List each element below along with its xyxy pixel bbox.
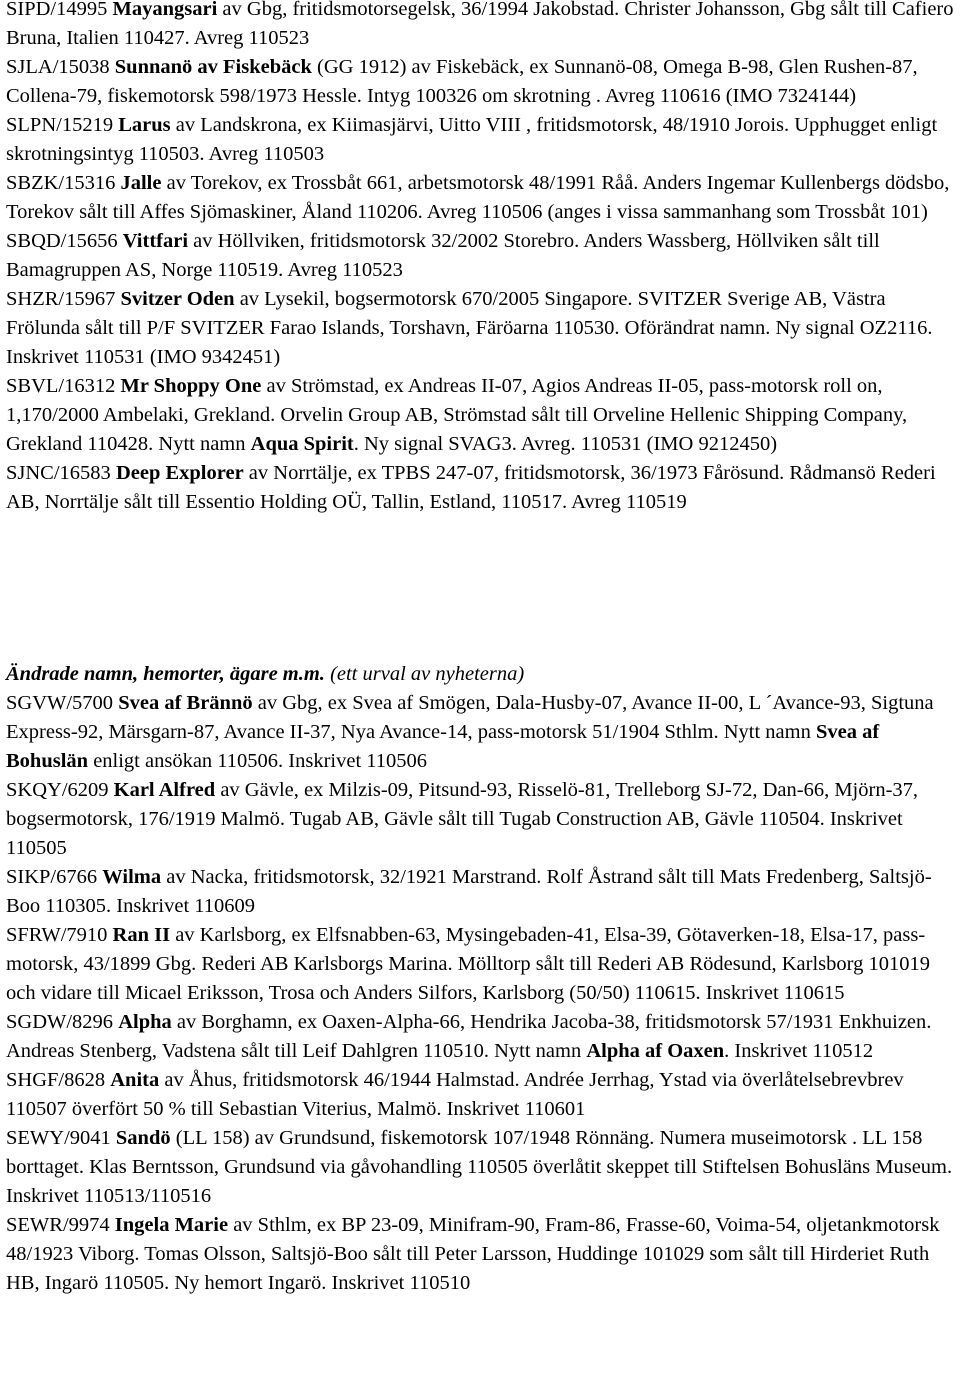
entry-details: (GG 1912) av Fiskebäck, ex Sunnanö-08, Omega B-98, Glen Rushen-87, Collena-79, fiskemotorsk 598/1973 Hessle. Intyg 100326 om skrotning . Avreg 110616 (IMO 7324144) — [6, 56, 918, 107]
vessel-entry — [6, 921, 958, 1008]
entry-signal: SBVL/16312 — [6, 375, 121, 397]
vessel-name: Vittfari — [122, 230, 189, 252]
entry-details: av Borghamn, ex Oaxen-Alpha-66, Hendrika Jacoba-38, fritidsmotorsk 57/1931 Enkhuizen. Andreas Stenberg, Vadstena sålt till Leif Dahlgren 110510. Nytt namn — [6, 1011, 932, 1062]
entry-signal: SBZK/15316 — [6, 172, 121, 194]
entry-details: av Lysekil, bogsermotorsk 670/2005 Singapore. SVITZER Sverige AB, Västra Frölunda sålt till P/F SVITZER Farao Islands, Torshavn, Färöarna 110530. Oförändrat namn. Ny signal OZ2116. Inskrivet 110531 (IMO 9342451) — [6, 288, 933, 368]
entry-details: av Gbg, fritidsmotorsegelsk, 36/1994 Jakobstad. Christer Johansson, Gbg sålt till Cafiero Bruna, Italien 110427. Avreg 110523 — [6, 0, 954, 49]
section-heading — [6, 660, 958, 689]
vessel-entry — [6, 689, 958, 776]
vessel-entry — [6, 863, 958, 921]
vessel-name: Ingela Marie — [114, 1214, 229, 1236]
vessel-name: Sandö — [115, 1127, 171, 1149]
entry-signal: SGDW/8296 — [6, 1011, 119, 1033]
entry-details: av Strömstad, ex Andreas II-07, Agios Andreas II-05, pass-motorsk roll on, 1,170/2000 Ambelaki, Grekland. Orvelin Group AB, Strömstad sålt till Orveline Hellenic Shipping Company, Grekland 110428. Nytt namn — [6, 375, 908, 455]
vessel-name: Jalle — [120, 172, 162, 194]
vessel-name: Ran II — [112, 924, 171, 946]
vessel-name: Anita — [110, 1069, 160, 1091]
entry-details: av Landskrona, ex Kiimasjärvi, Uitto VIII , fritidsmotorsk, 48/1910 Jorois. Upphugget enligt skrotningsintyg 110503. Avreg 110503 — [6, 114, 938, 165]
vessel-entry — [6, 1066, 958, 1124]
entry-signal: SIPD/14995 — [6, 0, 113, 20]
entry-details: av Gbg, ex Svea af Smögen, Dala-Husby-07, Avance II-00, L ´Avance-93, Sigtuna Express-92, Märsgarn-87, Avance II-37, Nya Avance-14, pass-motorsk 51/1904 Sthlm. Nytt namn — [6, 692, 934, 743]
vessel-name: Larus — [118, 114, 171, 136]
vessel-name: Alpha — [118, 1011, 172, 1033]
entry-signal: SFRW/7910 — [6, 924, 113, 946]
vessel-name: Sunnanö av Fiskebäck — [114, 56, 312, 78]
entry-signal: SBQD/15656 — [6, 230, 123, 252]
entry-details: av Sthlm, ex BP 23-09, Minifram-90, Fram-86, Frasse-60, Voima-54, oljetankmotorsk 48/1923 Viborg. Tomas Olsson, Saltsjö-Boo sålt till Peter Larsson, Huddinge 101029 som sålt till Hirderiet Ruth HB, Ingarö 110505. Ny hemort Ingarö. Inskrivet 110510 — [6, 1214, 940, 1294]
vessel-entry — [6, 227, 958, 285]
new-vessel-name: Svea af Bohuslän — [6, 721, 880, 772]
entry-details: av Norrtälje, ex TPBS 247-07, fritidsmotorsk, 36/1973 Fårösund. Rådmansö Rederi AB, Norrtälje sålt till Essentio Holding OÜ, Tallin, Estland, 110517. Avreg 110519 — [6, 462, 936, 513]
vessel-entry — [6, 169, 958, 227]
entry-signal: SHZR/15967 — [6, 288, 121, 310]
entry-details: av Höllviken, fritidsmotorsk 32/2002 Storebro. Anders Wassberg, Höllviken sålt till Bamagruppen AS, Norge 110519. Avreg 110523 — [6, 230, 880, 281]
entry-details: av Nacka, fritidsmotorsk, 32/1921 Marstrand. Rolf Åstrand sålt till Mats Fredenberg, Saltsjö-Boo 110305. Inskrivet 110609 — [6, 866, 932, 917]
entry-details-tail: . Ny signal SVAG3. Avreg. 110531 (IMO 9212450) — [353, 433, 778, 455]
entry-details: av Karlsborg, ex Elfsnabben-63, Mysingebaden-41, Elsa-39, Götaverken-18, Elsa-17, pass-motorsk, 43/1899 Gbg. Rederi AB Karlsborgs Marina. Mölltorp sålt till Rederi AB Rödesund, Karlsborg 101019 och vidare till Micael Eriksson, Trosa och Anders Silfors, Karlsborg (50/50) 110615. Inskrivet 110615 — [6, 924, 930, 1004]
entry-signal: SJNC/16583 — [6, 462, 116, 484]
entry-signal: SHGF/8628 — [6, 1069, 111, 1091]
section-heading-title: Ändrade namn, hemorter, ägare m.m. — [6, 663, 325, 685]
entry-details: av Gävle, ex Milzis-09, Pitsund-93, Risselö-81, Trelleborg SJ-72, Dan-66, Mjörn-37, bogsermotorsk, 176/1919 Malmö. Tugab AB, Gävle sålt till Tugab Construction AB, Gävle 110504. Inskrivet 110505 — [6, 779, 919, 859]
vessel-name: Wilma — [102, 866, 162, 888]
entry-signal: SEWY/9041 — [6, 1127, 116, 1149]
vessel-entry — [6, 285, 958, 372]
new-vessel-name: Aqua Spirit — [250, 433, 354, 455]
vessel-entry — [6, 1008, 958, 1066]
vessel-entry — [6, 111, 958, 169]
vessel-name: Karl Alfred — [113, 779, 216, 801]
entry-signal: SGVW/5700 — [6, 692, 119, 714]
vessel-name: Svitzer Oden — [120, 288, 235, 310]
vessel-entry — [6, 0, 958, 53]
vessel-name: Deep Explorer — [115, 462, 244, 484]
vessel-entry — [6, 459, 958, 517]
entry-details-tail: enligt ansökan 110506. Inskrivet 110506 — [88, 750, 428, 772]
vessel-entry — [6, 53, 958, 111]
entry-signal: SEWR/9974 — [6, 1214, 115, 1236]
changed-names-section — [6, 660, 958, 1298]
vessel-entry — [6, 1211, 958, 1298]
vessel-entry — [6, 1124, 958, 1211]
entry-signal: SLPN/15219 — [6, 114, 119, 136]
entry-details: av Åhus, fritidsmotorsk 46/1944 Halmstad. Andrée Jerrhag, Ystad via överlåtelsebrevbrev 110507 överfört 50 % till Sebastian Viterius, Malmö. Inskrivet 110601 — [6, 1069, 904, 1120]
vessel-name: Mayangsari — [112, 0, 218, 20]
vessel-name: Mr Shoppy One — [120, 375, 262, 397]
section-heading-note: (ett urval av nyheterna) — [324, 663, 525, 685]
vessel-entry — [6, 776, 958, 863]
vessel-name: Svea af Brännö — [118, 692, 253, 714]
removed-vessels-section — [6, 0, 958, 517]
entry-signal: SKQY/6209 — [6, 779, 114, 801]
entry-details-tail: . Inskrivet 110512 — [724, 1040, 874, 1062]
entry-details: (LL 158) av Grundsund, fiskemotorsk 107/1948 Rönnäng. Numera museimotorsk . LL 158 borttaget. Klas Berntsson, Grundsund via gåvohandling 110505 överlåtit skeppet till Stiftelsen Bohusläns Museum. Inskrivet 110513/110516 — [6, 1127, 953, 1207]
vessel-entry — [6, 372, 958, 459]
entry-details: av Torekov, ex Trossbåt 661, arbetsmotorsk 48/1991 Råå. Anders Ingemar Kullenbergs dödsbo, Torekov sålt till Affes Sjömaskiner, Åland 110206. Avreg 110506 (anges i vissa sammanhang som Trossbåt 101) — [6, 172, 950, 223]
entry-signal: SJLA/15038 — [6, 56, 115, 78]
entry-signal: SIKP/6766 — [6, 866, 103, 888]
new-vessel-name: Alpha af Oaxen — [586, 1040, 725, 1062]
